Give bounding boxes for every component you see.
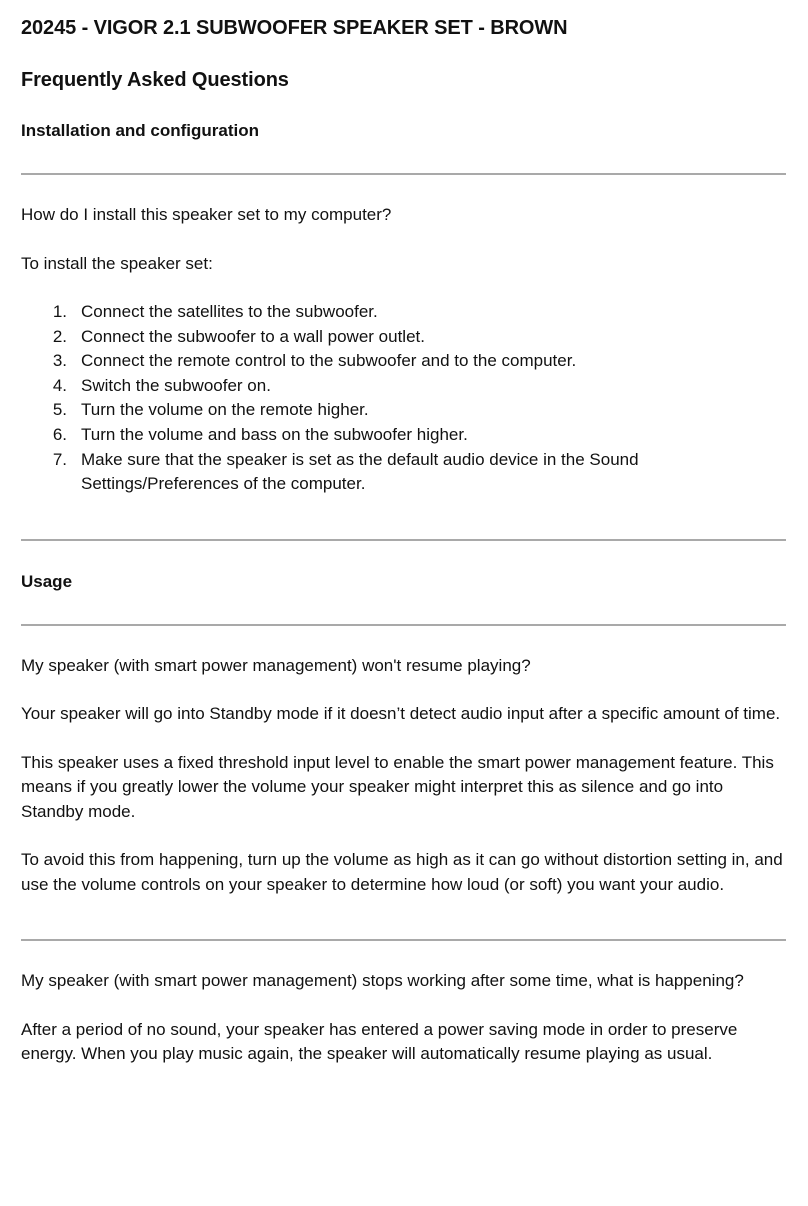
- list-item-text: Turn the volume on the remote higher.: [81, 400, 369, 420]
- divider: [21, 939, 786, 941]
- divider: [21, 624, 786, 626]
- list-item-text: Connect the subwoofer to a wall power outlet.: [81, 326, 425, 346]
- section-heading-usage: Usage: [21, 571, 73, 591]
- list-item: [21, 349, 786, 374]
- answer-paragraph: After a period of no sound, your speaker has entered a power saving mode in order to preserve energy. When you play music again, the speaker will automatically resume playing as usual.: [21, 1019, 738, 1064]
- list-item: [21, 448, 786, 497]
- list-item-number: 1.: [52, 302, 67, 321]
- list-item-number: 3.: [52, 351, 67, 371]
- divider: [21, 539, 786, 541]
- answer-paragraph: This speaker uses a fixed threshold input level to enable the smart power management feature. This means if you greatly lower the volume your speaker might interpret this as silence and go into Standby mode.: [21, 752, 774, 821]
- list-item-number: 2.: [52, 326, 67, 346]
- list-item-number: 6.: [52, 424, 67, 444]
- document-title: 20245 - VIGOR 2.1 SUBWOOFER SPEAKER SET - BROWN: [21, 17, 568, 39]
- install-steps-list: [21, 300, 786, 497]
- faq-document: [21, 14, 786, 1067]
- list-item-number: 7.: [52, 449, 67, 469]
- list-item: [21, 374, 786, 399]
- list-item-text: Connect the remote control to the subwoofer and to the computer.: [81, 351, 577, 371]
- install-intro: To install the speaker set:: [21, 253, 213, 273]
- question-resume-playing: My speaker (with smart power management) won't resume playing?: [21, 655, 531, 675]
- list-item-text: Connect the satellites to the subwoofer.: [81, 302, 378, 321]
- list-item-text: Switch the subwoofer on.: [81, 375, 271, 395]
- list-item-number: 5.: [52, 400, 67, 420]
- answer-paragraph: Your speaker will go into Standby mode if it doesn’t detect audio input after a specific amount of time.: [21, 704, 781, 724]
- list-item: [21, 300, 786, 325]
- question-install: How do I install this speaker set to my computer?: [21, 205, 392, 224]
- document-subtitle: Frequently Asked Questions: [21, 69, 289, 91]
- list-item: [21, 398, 786, 423]
- list-item-number: 4.: [52, 375, 67, 395]
- list-item: [21, 325, 786, 350]
- section-heading-installation: Installation and configuration: [21, 121, 259, 140]
- list-item-text: Turn the volume and bass on the subwoofer higher.: [81, 424, 468, 444]
- list-item-text: Make sure that the speaker is set as the default audio device in the Sound Settings/Preferences of the computer.: [81, 449, 639, 494]
- answer-paragraph: To avoid this from happening, turn up the volume as high as it can go without distortion setting in, and use the volume controls on your speaker to determine how loud (or soft) you want your audio.: [21, 850, 783, 894]
- question-stops-working: My speaker (with smart power management) stops working after some time, what is happening?: [21, 971, 744, 991]
- divider: [21, 173, 786, 175]
- list-item: [21, 423, 786, 448]
